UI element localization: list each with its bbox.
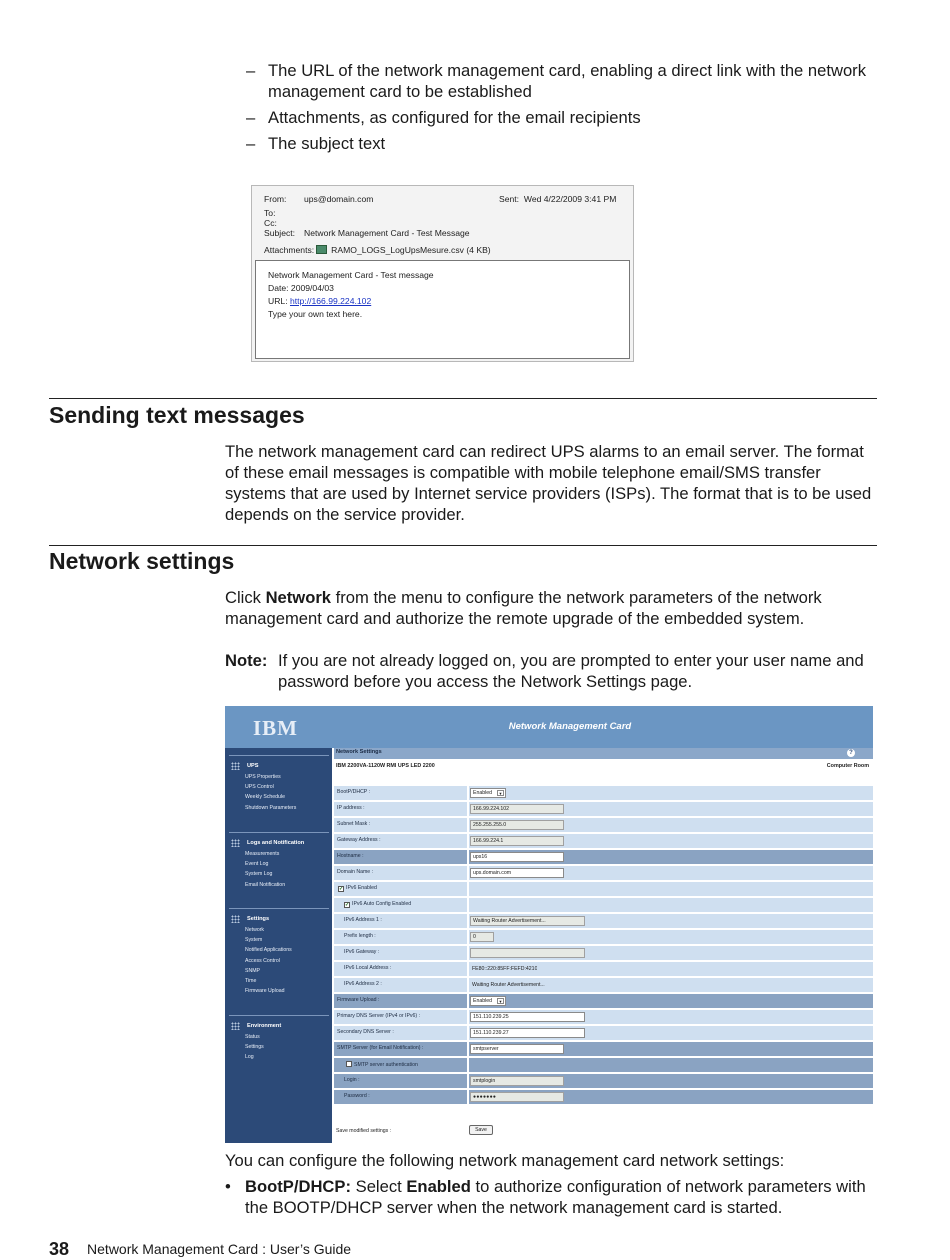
- note-block: [225, 650, 875, 692]
- dash-list-item: [246, 107, 866, 128]
- sidebar-item-notified-applications[interactable]: Notified Applications: [245, 947, 292, 954]
- setting-label: SMTP Server (for Email Notification) :: [337, 1045, 424, 1051]
- email-from-label: From:: [264, 194, 287, 204]
- setting-label: IPv6 Local Address :: [344, 965, 392, 971]
- note-label: Note:: [225, 651, 268, 670]
- sidebar-group-ups: [225, 760, 332, 813]
- dash-marker: –: [246, 108, 256, 127]
- ipv6-address1-field[interactable]: Waiting Router Advertisement...: [470, 916, 585, 926]
- sidebar-group-environment: [225, 1020, 332, 1063]
- bootp-dhcp-select[interactable]: [470, 788, 506, 798]
- sidebar-group-logs: [225, 837, 332, 890]
- email-cc-row: [264, 218, 277, 228]
- ipv6-autoconfig-checkbox-label[interactable]: [344, 901, 411, 908]
- para-text: from the menu to configure the network parameters of the network management card and authorize the remote upgrade of the embedded system.: [225, 588, 822, 628]
- device-model: IBM 2200VA-1120W RMI UPS LED 2200: [336, 763, 435, 769]
- nmc-main-panel: [332, 748, 873, 1143]
- email-subject-label: Subject:: [264, 228, 296, 238]
- dash-item-text: Attachments, as configured for the email recipients: [268, 108, 641, 127]
- setting-label: Prefix length :: [344, 933, 376, 939]
- panel-title: Network Settings: [336, 749, 382, 755]
- checkbox-unchecked-icon[interactable]: [346, 1061, 352, 1067]
- sidebar-item-system-log[interactable]: System Log: [245, 871, 273, 878]
- dash-list-item: [246, 60, 866, 102]
- setting-row-ipv6-gateway: [334, 946, 873, 961]
- smtp-server-field[interactable]: smtpserver: [470, 1044, 564, 1054]
- chevron-down-icon: ▼: [498, 999, 503, 1004]
- setting-row-ip-address: [334, 802, 873, 817]
- sidebar-divider: [229, 832, 329, 833]
- sidebar-group-heading: [225, 1020, 332, 1032]
- setting-row-password: [334, 1090, 873, 1105]
- setting-label: Firmware Upload :: [337, 997, 380, 1003]
- save-button[interactable]: Save: [469, 1125, 493, 1135]
- email-message-body: [255, 260, 630, 359]
- setting-label: IPv6 Enabled: [346, 885, 377, 891]
- ipv6-local-address-value: FE80::220:85FF:FEFD:4210: [472, 966, 538, 972]
- setting-label: IPv6 Address 2 :: [344, 981, 382, 987]
- bullet-text: [245, 1176, 875, 1218]
- section-heading-sending-text-messages: Sending text messages: [49, 402, 305, 428]
- sidebar-group-title: Environment: [247, 1023, 282, 1029]
- setting-label: IPv6 Gateway :: [344, 949, 380, 955]
- email-sent-row: [499, 194, 616, 204]
- nmc-sidebar: [225, 748, 332, 1143]
- ipv6-enabled-checkbox-label[interactable]: [338, 885, 377, 892]
- help-icon[interactable]: ?: [847, 749, 855, 757]
- page-number: 38: [49, 1239, 70, 1259]
- setting-row-prefix-length: [334, 930, 873, 945]
- footer-doc-title: Network Management Card : User’s Guide: [87, 1241, 352, 1257]
- setting-row-firmware-upload: [334, 994, 873, 1009]
- sidebar-item-measurements[interactable]: Measurements: [245, 851, 280, 857]
- smtp-login-field[interactable]: smtplogin: [470, 1076, 564, 1086]
- setting-row-secondary-dns: [334, 1026, 873, 1041]
- email-attachments-label: Attachments:: [264, 245, 315, 255]
- section-rule: [49, 398, 877, 399]
- sidebar-item-weekly-schedule[interactable]: Weekly Schedule: [245, 794, 285, 801]
- setting-label: Hostname :: [337, 853, 364, 859]
- sidebar-item-snmp[interactable]: SNMP: [245, 967, 260, 974]
- bullet-bold-term: BootP/DHCP:: [245, 1177, 352, 1196]
- sidebar-item-network[interactable]: Network: [245, 927, 265, 933]
- email-sent-label: Sent:: [499, 194, 520, 204]
- ip-address-field[interactable]: 166.99.224.102: [470, 804, 564, 814]
- panel-title-bar: [334, 748, 873, 759]
- secondary-dns-field[interactable]: 151.110.239.27: [470, 1028, 585, 1038]
- nmc-title: Network Management Card: [508, 721, 632, 732]
- nmc-header: [225, 706, 873, 748]
- dash-list: [246, 60, 866, 159]
- sidebar-item-env-settings[interactable]: Settings: [245, 1044, 264, 1051]
- email-cc-label: Cc:: [264, 218, 277, 228]
- checkbox-checked-icon[interactable]: ✓: [339, 886, 344, 892]
- dash-item-text: The subject text: [268, 134, 386, 153]
- setting-label: Domain Name :: [337, 869, 374, 875]
- bullet-text-part: to authorize configuration of network parameters with the BOOTP/DHCP server when the network management card is started.: [245, 1177, 866, 1217]
- setting-row-ipv6-local: [334, 962, 873, 977]
- device-info-row: [334, 761, 873, 773]
- section-paragraph: The network management card can redirect UPS alarms to an email server. The format of these email messages is compatible with mobile telephone email/SMS transfer systems that are used by Internet service providers (ISPs). The format that is to be used depends on the service provider.: [225, 442, 872, 524]
- setting-label: Secondary DNS Server :: [337, 1029, 394, 1035]
- sidebar-group-title: Logs and Notification: [247, 840, 305, 846]
- sidebar-item-event-log[interactable]: Event Log: [245, 861, 269, 868]
- setting-row-ipv6-autoconfig: [334, 898, 873, 913]
- page-footer: [49, 1239, 351, 1260]
- network-settings-screenshot: [225, 706, 873, 1143]
- firmware-upload-select[interactable]: [470, 996, 506, 1006]
- sidebar-divider: [229, 1015, 329, 1016]
- primary-dns-field[interactable]: 151.110.239.25: [470, 1012, 585, 1022]
- email-subject-row: [264, 228, 470, 238]
- save-settings-label: Save modified settings :: [336, 1128, 392, 1134]
- sidebar-divider: [229, 908, 329, 909]
- dash-list-item: [246, 133, 866, 154]
- email-body-url-line: [268, 295, 617, 308]
- setting-label: Primary DNS Server (IPv4 or IPv6) :: [337, 1013, 421, 1019]
- email-body-line: Network Management Card - Test message: [268, 270, 434, 280]
- sidebar-group-title: UPS: [247, 763, 259, 769]
- dash-marker: –: [246, 61, 256, 80]
- device-location: Computer Room: [826, 763, 869, 769]
- bullet-item-bootp: [225, 1176, 875, 1218]
- sidebar-item-firmware-upload[interactable]: Firmware Upload: [245, 988, 285, 995]
- hostname-field[interactable]: ups16: [470, 852, 564, 862]
- sidebar-item-access-control[interactable]: Access Control: [245, 957, 280, 964]
- smtp-auth-checkbox-label[interactable]: [346, 1061, 418, 1068]
- setting-row-hostname: [334, 850, 873, 865]
- select-value: Enabled: [473, 998, 493, 1004]
- network-settings-paragraph: [225, 587, 875, 629]
- section-heading-network-settings: Network settings: [49, 548, 235, 574]
- dots-grid-icon: [231, 1022, 240, 1030]
- sidebar-item-log[interactable]: Log: [245, 1054, 254, 1061]
- ipv6-address2-value: Waiting Router Advertisement...: [472, 982, 545, 988]
- email-url-label: URL:: [268, 296, 288, 306]
- email-body-line: Type your own text here.: [268, 309, 363, 319]
- setting-row-primary-dns: [334, 1010, 873, 1025]
- dots-grid-icon: [231, 839, 240, 847]
- sidebar-group-title: Settings: [247, 916, 270, 922]
- setting-row-subnet-mask: [334, 818, 873, 833]
- checkbox-checked-icon[interactable]: ✓: [345, 902, 350, 908]
- sidebar-divider: [229, 755, 329, 756]
- setting-label: Login :: [344, 1077, 360, 1083]
- sidebar-item-email-notification[interactable]: Email Notification: [245, 881, 286, 888]
- email-to-row: [264, 208, 275, 218]
- bullet-bold-enabled: Enabled: [406, 1177, 471, 1196]
- setting-label: IPv6 Auto Config Enabled: [352, 901, 412, 907]
- sidebar-item-status[interactable]: Status: [245, 1034, 260, 1040]
- setting-row-ipv6-enabled: [334, 882, 873, 897]
- setting-label: Password :: [344, 1093, 370, 1099]
- dash-item-text: The URL of the network management card, enabling a direct link with the network management card to be established: [268, 61, 866, 101]
- sidebar-item-time[interactable]: Time: [245, 977, 257, 984]
- bullet-text-part: Select: [351, 1177, 407, 1196]
- email-sent-value: Wed 4/22/2009 3:41 PM: [523, 194, 617, 204]
- note-text: If you are not already logged on, you are prompted to enter your user name and password before you access the Network Settings page.: [278, 651, 864, 691]
- sidebar-item-shutdown-parameters[interactable]: Shutdown Parameters: [245, 804, 297, 811]
- sidebar-item-system[interactable]: System: [245, 937, 263, 944]
- email-to-label: To:: [264, 208, 276, 218]
- setting-label: BootP/DHCP :: [337, 789, 371, 795]
- ibm-logo: IBM: [253, 716, 298, 740]
- bullet-marker: •: [225, 1177, 231, 1196]
- sidebar-group-heading: [225, 837, 332, 849]
- section-rule: [49, 545, 877, 546]
- configure-intro-text: You can configure the following network management card network settings:: [225, 1151, 785, 1170]
- select-value: Enabled: [473, 790, 493, 796]
- smtp-password-field[interactable]: ●●●●●●●: [470, 1092, 564, 1102]
- sidebar-group-heading: [225, 760, 332, 772]
- setting-row-bootp-dhcp: [334, 786, 873, 801]
- setting-label: IP address :: [337, 805, 365, 811]
- email-attachment-name: RAMO_LOGS_LogUpsMesure.csv (4 KB): [331, 245, 491, 255]
- setting-row-login: [334, 1074, 873, 1089]
- dots-grid-icon: [231, 915, 240, 923]
- domain-name-field[interactable]: ups.domain.com: [470, 868, 564, 878]
- setting-row-gateway: [334, 834, 873, 849]
- chevron-down-icon: ▼: [498, 791, 503, 796]
- email-attachments-row: [264, 245, 491, 255]
- setting-label: Subnet Mask :: [337, 821, 371, 827]
- gateway-address-field[interactable]: 166.99.224.1: [470, 836, 564, 846]
- setting-label: IPv6 Address 1 :: [344, 917, 382, 923]
- setting-label: SMTP server authentication: [354, 1062, 418, 1068]
- subnet-mask-field[interactable]: 255.255.255.0: [470, 820, 564, 830]
- prefix-length-field[interactable]: 0: [470, 932, 494, 942]
- setting-label: Gateway Address :: [337, 837, 381, 843]
- sidebar-group-heading: [225, 913, 332, 925]
- email-screenshot-figure: [251, 185, 634, 362]
- sidebar-item-ups-properties[interactable]: UPS Properties: [245, 774, 281, 780]
- email-subject-value: Network Management Card - Test Message: [304, 228, 470, 238]
- email-body-line: Date: 2009/04/03: [268, 283, 334, 293]
- email-url-link[interactable]: http://166.99.224.102: [289, 296, 372, 306]
- dash-marker: –: [246, 134, 256, 153]
- sidebar-group-settings: [225, 913, 332, 996]
- para-text: Click: [225, 588, 266, 607]
- para-bold-network: Network: [265, 588, 332, 607]
- setting-row-smtp-server: [334, 1042, 873, 1057]
- setting-row-ipv6-address1: [334, 914, 873, 929]
- setting-row-smtp-auth: [334, 1058, 873, 1073]
- dots-grid-icon: [231, 762, 240, 770]
- setting-row-domain-name: [334, 866, 873, 881]
- setting-row-ipv6-address2: [334, 978, 873, 993]
- csv-file-icon: [316, 245, 327, 254]
- email-from-value: ups@domain.com: [304, 194, 374, 204]
- email-from-row: [264, 194, 373, 204]
- sidebar-item-ups-control[interactable]: UPS Control: [245, 784, 274, 791]
- ipv6-gateway-field[interactable]: [470, 948, 585, 958]
